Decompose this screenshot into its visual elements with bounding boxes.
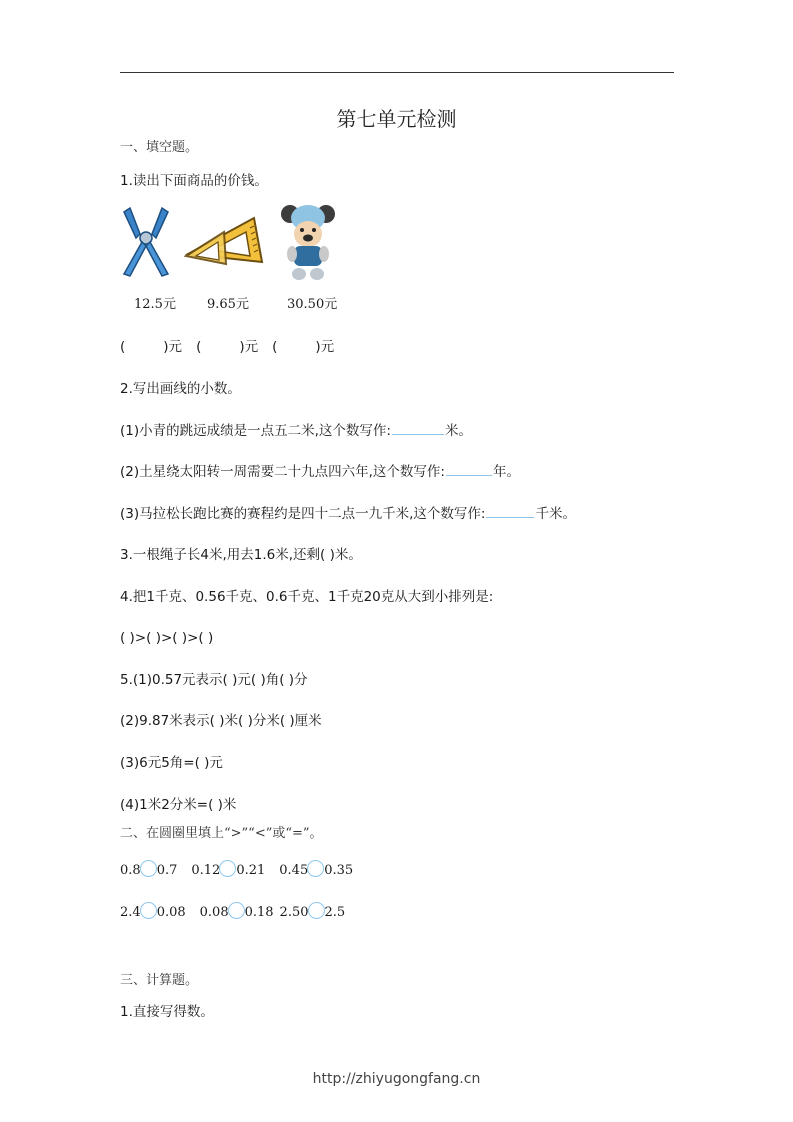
q2-part-2-unit: 年。 bbox=[492, 464, 520, 480]
q2-part-2 bbox=[120, 463, 520, 481]
page-title: 第七单元检测 bbox=[336, 107, 457, 131]
compare-left: 2.50 bbox=[279, 905, 309, 920]
q5-part-1: 5.(1)0.57元表示( )元( )角( )分 bbox=[120, 672, 308, 688]
pliers-image bbox=[118, 204, 174, 278]
price-1: 12.5元 bbox=[134, 297, 176, 312]
q1-answer-row bbox=[120, 338, 334, 356]
q2-part-1 bbox=[120, 422, 472, 440]
q2-part-3 bbox=[120, 505, 576, 523]
compare-circle[interactable] bbox=[140, 902, 157, 919]
compare-right: 0.18 bbox=[244, 905, 274, 920]
compare-right: 0.7 bbox=[156, 863, 178, 878]
compare-row-2 bbox=[120, 902, 345, 922]
q2-part-2-text: (2)土星绕太阳转一周需要二十九点四六年,这个数写作: bbox=[120, 464, 445, 480]
section-3-heading: 三、计算题。 bbox=[120, 973, 199, 988]
q3-1-stem: 1.直接写得数。 bbox=[120, 1004, 214, 1020]
compare-left: 2.4 bbox=[120, 905, 141, 920]
answer-blank-open: ( bbox=[120, 339, 126, 355]
section-1-heading: 一、填空题。 bbox=[120, 140, 199, 155]
answer-unit: )元 bbox=[239, 339, 259, 355]
q4-answer: ( )>( )>( )>( ) bbox=[120, 630, 214, 646]
compare-left: 0.45 bbox=[279, 863, 309, 878]
q2-part-1-text: (1)小青的跳远成绩是一点五二米,这个数写作: bbox=[120, 423, 391, 439]
compare-left: 0.8 bbox=[120, 863, 141, 878]
price-3: 30.50元 bbox=[287, 297, 338, 312]
compare-right: 0.35 bbox=[324, 863, 354, 878]
answer-unit: )元 bbox=[163, 339, 183, 355]
answer-blank[interactable] bbox=[446, 463, 492, 476]
q5-part-4: (4)1米2分米=( )米 bbox=[120, 797, 237, 813]
compare-circle[interactable] bbox=[308, 902, 325, 919]
q2-part-1-unit: 米。 bbox=[444, 423, 472, 439]
compare-left: 0.08 bbox=[199, 905, 229, 920]
q2-part-3-text: (3)马拉松长跑比赛的赛程约是四十二点一九千米,这个数写作: bbox=[120, 506, 486, 522]
answer-blank-open: ( bbox=[196, 339, 202, 355]
section-2-heading: 二、在圆圈里填上“>”“<”或“=”。 bbox=[120, 826, 323, 841]
header-rule bbox=[120, 72, 674, 73]
q1-stem: 1.读出下面商品的价钱。 bbox=[120, 173, 268, 189]
compare-row-1 bbox=[120, 860, 353, 880]
compare-circle[interactable] bbox=[219, 860, 236, 877]
q5-part-3: (3)6元5角=( )元 bbox=[120, 755, 223, 771]
q4-stem: 4.把1千克、0.56千克、0.6千克、1千克20克从大到小排列是: bbox=[120, 589, 494, 605]
footer-url[interactable]: http://zhiyugongfang.cn bbox=[312, 1071, 481, 1087]
answer-blank[interactable] bbox=[486, 505, 534, 518]
compare-circle[interactable] bbox=[307, 860, 324, 877]
triangle-ruler-image bbox=[184, 212, 270, 268]
compare-left: 0.12 bbox=[191, 863, 221, 878]
compare-circle[interactable] bbox=[228, 902, 245, 919]
answer-blank-open: ( bbox=[272, 339, 278, 355]
answer-unit: )元 bbox=[315, 339, 335, 355]
price-2: 9.65元 bbox=[207, 297, 249, 312]
compare-right: 0.21 bbox=[236, 863, 266, 878]
answer-blank[interactable] bbox=[392, 422, 444, 435]
q3-text: 3.一根绳子长4米,用去1.6米,还剩( )米。 bbox=[120, 547, 362, 563]
compare-circle[interactable] bbox=[140, 860, 157, 877]
compare-right: 2.5 bbox=[324, 905, 346, 920]
q2-part-3-unit: 千米。 bbox=[535, 506, 576, 522]
q2-stem: 2.写出画线的小数。 bbox=[120, 381, 241, 397]
compare-right: 0.08 bbox=[156, 905, 186, 920]
q5-part-2: (2)9.87米表示( )米( )分米( )厘米 bbox=[120, 713, 322, 729]
plush-toy-image bbox=[278, 200, 338, 282]
